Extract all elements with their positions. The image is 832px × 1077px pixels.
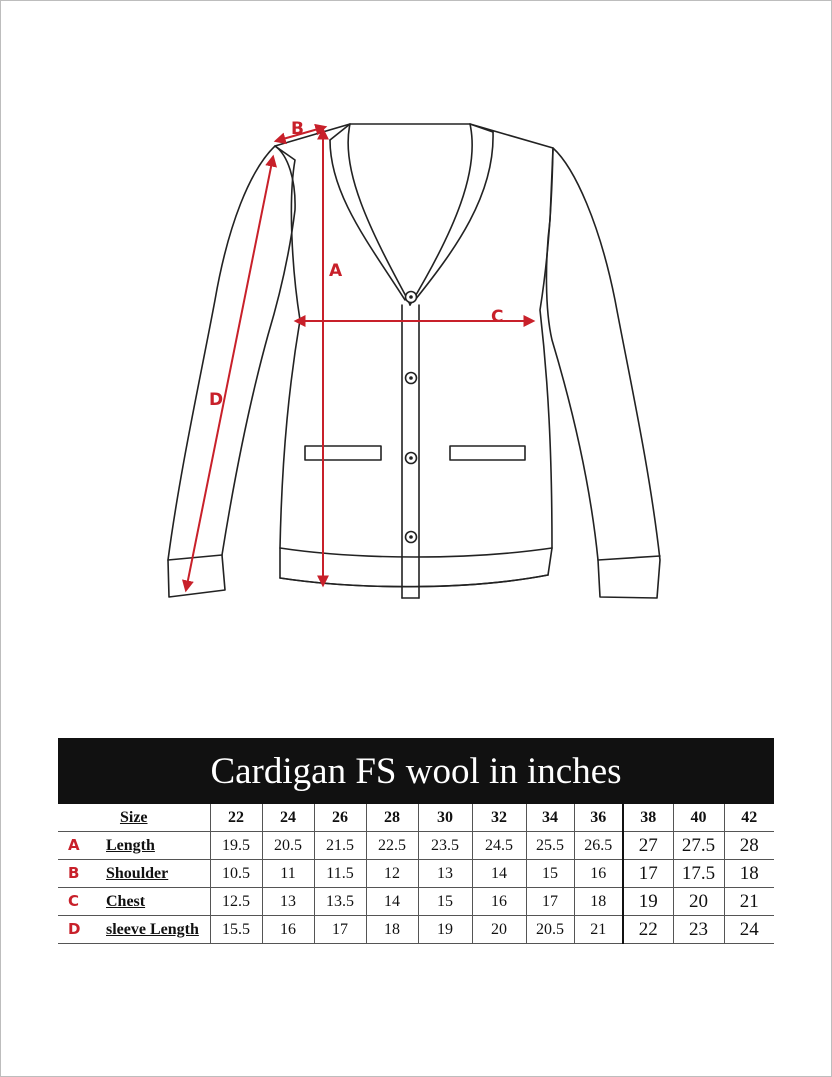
table-cell: 26.5 [574, 832, 623, 860]
size-cell: 38 [623, 804, 673, 832]
measure-letter: D [68, 920, 81, 938]
measure-letter: A [68, 836, 80, 854]
table-cell: 27.5 [673, 832, 724, 860]
size-table [58, 804, 774, 944]
measure-name: sleeve Length [106, 921, 199, 938]
table-cell: 19 [418, 916, 472, 944]
size-cell: 26 [314, 804, 366, 832]
table-cell: 23 [673, 916, 724, 944]
table-cell: 25.5 [526, 832, 574, 860]
table-cell: 28 [724, 832, 774, 860]
table-cell: 27 [623, 832, 673, 860]
table-cell: 15 [526, 860, 574, 888]
table-cell: 11 [262, 860, 314, 888]
size-cell: 40 [673, 804, 724, 832]
measure-line-d [186, 157, 273, 590]
table-cell: 20.5 [526, 916, 574, 944]
table-cell: 18 [574, 888, 623, 916]
table-cell: 20 [673, 888, 724, 916]
table-cell: 14 [472, 860, 526, 888]
size-cell: 30 [418, 804, 472, 832]
size-cell: 24 [262, 804, 314, 832]
table-cell: 21 [724, 888, 774, 916]
label-c: C [491, 307, 504, 327]
table-cell: 24 [724, 916, 774, 944]
row-label [58, 916, 210, 944]
table-cell: 13.5 [314, 888, 366, 916]
table-cell: 15 [418, 888, 472, 916]
table-cell: 17 [526, 888, 574, 916]
size-cell: 36 [574, 804, 623, 832]
table-cell: 13 [418, 860, 472, 888]
size-header: Size [58, 804, 210, 832]
header-row [58, 804, 774, 832]
size-cell: 32 [472, 804, 526, 832]
table-row [58, 888, 774, 916]
row-label [58, 888, 210, 916]
table-row [58, 832, 774, 860]
table-cell: 13 [262, 888, 314, 916]
table-cell: 19.5 [210, 832, 262, 860]
table-cell: 23.5 [418, 832, 472, 860]
size-cell: 28 [366, 804, 418, 832]
table-row [58, 916, 774, 944]
table-cell: 17 [314, 916, 366, 944]
measure-letter: C [68, 892, 80, 910]
table-cell: 20.5 [262, 832, 314, 860]
label-d: D [209, 390, 224, 410]
table-cell: 17.5 [673, 860, 724, 888]
table-cell: 12 [366, 860, 418, 888]
table-cell: 18 [366, 916, 418, 944]
table-cell: 19 [623, 888, 673, 916]
table-cell: 10.5 [210, 860, 262, 888]
table-title: Cardigan FS wool in inches [58, 738, 774, 804]
table-cell: 16 [574, 860, 623, 888]
label-a: A [329, 261, 343, 281]
table-cell: 16 [262, 916, 314, 944]
table-cell: 18 [724, 860, 774, 888]
measure-name: Chest [106, 893, 146, 910]
cardigan-outline [168, 124, 660, 598]
measure-name: Shoulder [106, 865, 169, 882]
measure-name: Length [106, 837, 155, 854]
table-cell: 21 [574, 916, 623, 944]
table-cell: 16 [472, 888, 526, 916]
row-label [58, 860, 210, 888]
table-cell: 22.5 [366, 832, 418, 860]
size-cell: 42 [724, 804, 774, 832]
label-b: B [291, 119, 304, 139]
table-cell: 24.5 [472, 832, 526, 860]
table-cell: 15.5 [210, 916, 262, 944]
table-cell: 21.5 [314, 832, 366, 860]
table-cell: 17 [623, 860, 673, 888]
table-row [58, 860, 774, 888]
table-cell: 22 [623, 916, 673, 944]
table-cell: 14 [366, 888, 418, 916]
size-cell: 34 [526, 804, 574, 832]
size-cell: 22 [210, 804, 262, 832]
measure-letter: B [68, 864, 80, 882]
table-cell: 12.5 [210, 888, 262, 916]
table-cell: 11.5 [314, 860, 366, 888]
row-label [58, 832, 210, 860]
table-cell: 20 [472, 916, 526, 944]
